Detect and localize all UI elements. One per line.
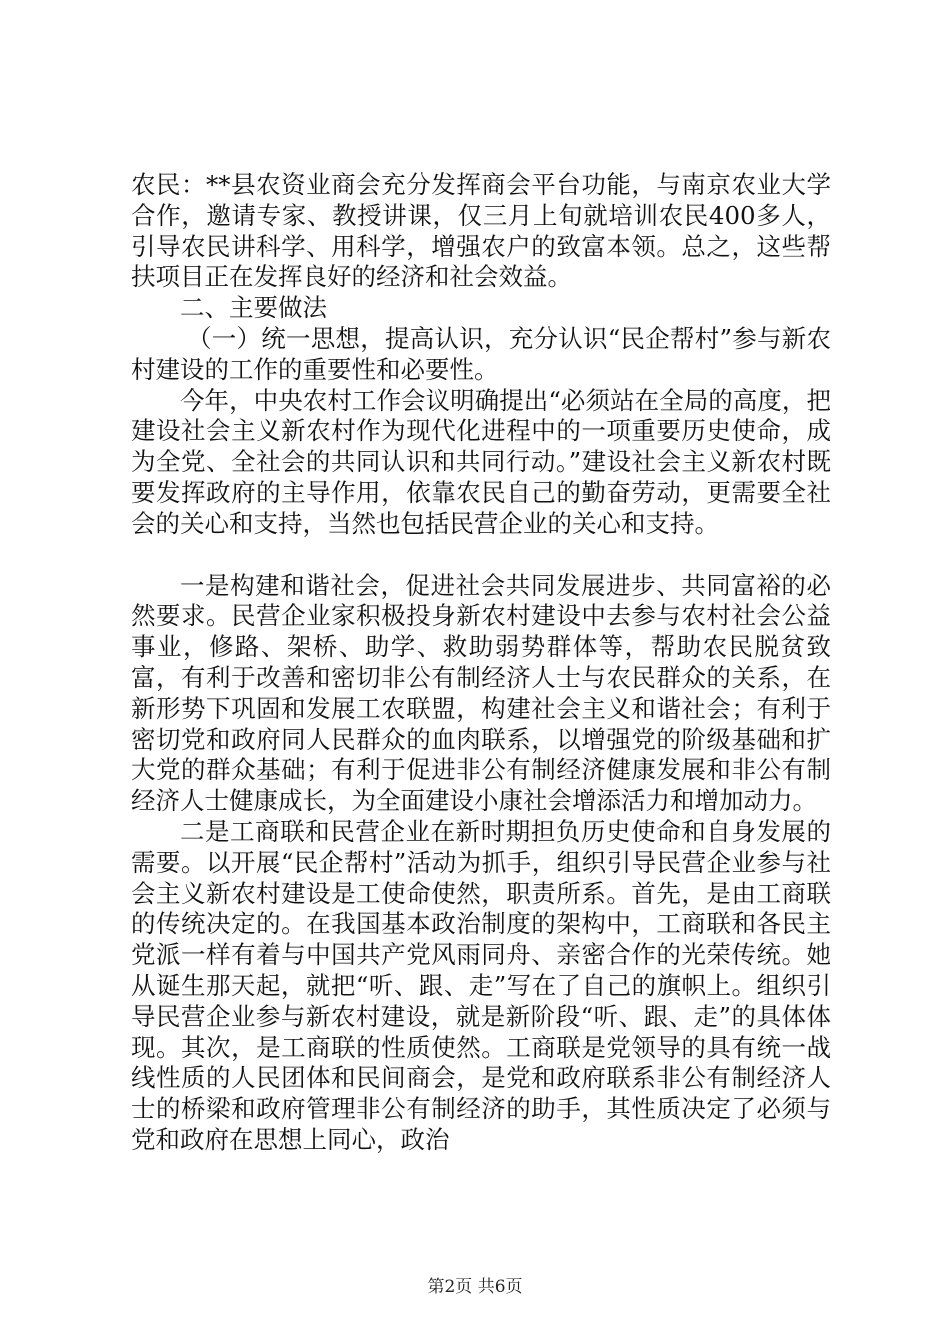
paragraph-harmonious-society: 一是构建和谐社会，促进社会共同发展进步、共同富裕的必然要求。民营企业家积极投身新农村建设中去参与农村社会公益事业，修路、架桥、助学、救助弱势群体等，帮助农民脱贫致富，有利于改善和密切非公有制经济人士与农民群众的关系，在新形势下巩固和发展工农联盟，构建社会主义和谐社会；有利于密切党和政府同人民群众的血肉联系，以增强党的阶级基础和扩大党的群众基础；有利于促进非公有制经济健康发展和非公有制经济人士健康成长，为全面建设小康社会增添活力和增加动力。: [131, 570, 831, 816]
subsection-heading-unify-thinking: （一）统一思想，提高认识，充分认识“民企帮村”参与新农村建设的工作的重要性和必要性。: [131, 323, 831, 384]
paragraph-historic-mission: 二是工商联和民营企业在新时期担负历史使命和自身发展的需要。以开展“民企帮村”活动为抓手，组织引导民营企业参与社会主义新农村建设是工使命使然，职责所系。首先，是由工商联的传统决定的。在我国基本政治制度的架构中，工商联和各民主党派一样有着与中国共产党风雨同舟、亲密合作的光荣传统。她从诞生那天起，就把“听、跟、走”写在了自己的旗帜上。组织引导民营企业参与新农村建设，就是新阶段“听、跟、走”的具体体现。其次，是工商联的性质使然。工商联是党领导的具有统一战线性质的人民团体和民间商会，是党和政府联系非公有制经济人士的桥梁和政府管理非公有制经济的助手，其性质决定了必须与党和政府在思想上同心，政治: [131, 816, 831, 1154]
paragraph-spacer: [131, 540, 831, 571]
paragraph-continued-farmers-training: 农民：**县农资业商会充分发挥商会平台功能，与南京农业大学合作，邀请专家、教授讲课，仅三月上旬就培训农民400多人，引导农民讲科学、用科学，增强农户的致富本领。总之，这些帮扶项目正在发挥良好的经济和社会效益。: [131, 170, 831, 292]
page-number-footer: 第2页 共6页: [427, 1277, 523, 1297]
document-body: [131, 170, 831, 1156]
paragraph-central-rural-work-conference: 今年，中央农村工作会议明确提出“必须站在全局的高度，把建设社会主义新农村作为现代化进程中的一项重要历史使命，成为全党、全社会的共同认识和共同行动。”建设社会主义新农村既要发挥政府的主导作用，依靠农民自己的勤奋劳动，更需要全社会的关心和支持，当然也包括民营企业的关心和支持。: [131, 385, 831, 538]
section-heading-main-practices: 二、主要做法: [180, 293, 327, 323]
